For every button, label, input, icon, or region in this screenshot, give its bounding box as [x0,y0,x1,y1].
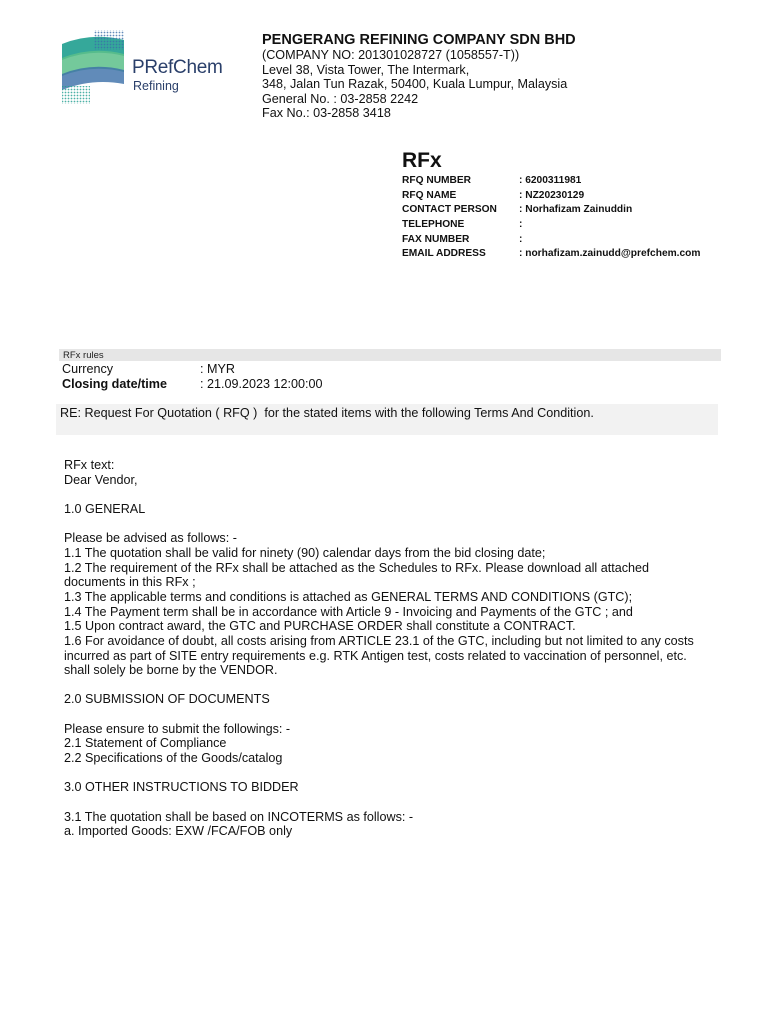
prefchem-logo-icon [58,28,130,106]
rfx-body-text [64,458,734,839]
currency-label: Currency [62,362,114,376]
logo-sub-text: Refining [133,79,179,93]
rfx-field-row [402,233,700,248]
body-line: Please be advised as follows: - [64,531,237,546]
body-line: 1.6 For avoidance of doubt, all costs arising from ARTICLE 23.1 of the GTC, including but not limited to any costs [64,633,694,648]
rfx-field-row [402,203,700,218]
rfx-field-value: : NZ20230129 [519,189,585,201]
rfx-field-row [402,247,700,262]
rfx-field-label: TELEPHONE [402,219,465,231]
body-line [64,766,734,781]
body-line: 2.0 SUBMISSION OF DOCUMENTS [64,692,270,707]
re-text: RE: Request For Quotation ( RFQ ) for the stated items with the following Terms And Condition. [60,406,594,420]
body-line: 1.1 The quotation shall be valid for ninety (90) calendar days from the bid closing date; [64,545,546,560]
currency-row [62,362,235,376]
company-header [262,32,576,121]
body-line: Please ensure to submit the followings: - [64,721,291,736]
company-name: PENGERANG REFINING COMPANY SDN BHD [262,32,576,48]
body-line: 1.5 Upon contract award, the GTC and PURCHASE ORDER shall constitute a CONTRACT. [64,619,576,634]
body-line: shall solely be borne by the VENDOR. [64,663,278,678]
rules-bar [59,349,721,361]
body-line: a. Imported Goods: EXW /FCA/FOB only [64,824,293,839]
currency-value: : MYR [200,362,235,376]
company-line: General No. : 03-2858 2242 [262,91,419,106]
body-line [64,707,734,722]
body-line [64,678,734,693]
rfx-field-value: : norhafizam.zainudd@prefchem.com [519,248,701,260]
rfx-title: RFx [402,149,442,172]
body-line: 1.2 The requirement of the RFx shall be attached as the Schedules to RFx. Please download all attached [64,560,650,575]
rfx-field-label: EMAIL ADDRESS [402,248,486,260]
body-line: 3.1 The quotation shall be based on INCOTERMS as follows: - [64,809,414,824]
body-line: 1.3 The applicable terms and conditions is attached as GENERAL TERMS AND CONDITIONS (GTC); [64,589,633,604]
body-line: 1.0 GENERAL [64,501,146,516]
company-line: (COMPANY NO: 201301028727 (1058557-T)) [262,48,520,62]
closing-value: : 21.09.2023 12:00:00 [200,377,323,391]
rules-label: RFx rules [63,350,104,361]
body-line: incurred as part of SITE entry requirements e.g. RTK Antigen test, costs related to vaccination of personnel, etc. [64,648,687,663]
rfx-fields [402,174,700,262]
rfx-field-label: CONTACT PERSON [402,204,497,216]
body-line: 2.1 Statement of Compliance [64,736,227,751]
rfx-field-row [402,189,700,204]
company-line: Fax No.: 03-2858 3418 [262,106,391,121]
body-line: RFx text: [64,458,115,472]
closing-row [62,377,323,391]
rfx-field-value: : [519,219,523,231]
company-line: Level 38, Vista Tower, The Intermark, [262,62,470,77]
rfx-field-label: RFQ NUMBER [402,175,472,186]
closing-label: Closing date/time [62,377,167,391]
rfx-field-value: : [519,233,523,245]
rfx-field-value: : Norhafizam Zainuddin [519,204,633,216]
logo-brand-text: PRefChem [132,57,223,78]
rfx-field-row [402,218,700,233]
rfx-field-value: : 6200311981 [519,175,582,186]
company-line: 348, Jalan Tun Razak, 50400, Kuala Lumpur, Malaysia [262,77,568,92]
body-line: 2.2 Specifications of the Goods/catalog [64,751,283,766]
rfx-field-row [402,174,700,189]
body-line [64,487,734,502]
body-line: 3.0 OTHER INSTRUCTIONS TO BIDDER [64,780,299,795]
body-line [64,795,734,810]
body-line: documents in this RFx ; [64,575,196,590]
body-line: Dear Vendor, [64,472,138,487]
rfx-field-label: RFQ NAME [402,189,457,201]
body-line [64,517,734,532]
body-line: 1.4 The Payment term shall be in accordance with Article 9 - Invoicing and Payments of the GTC ; and [64,604,633,619]
rfx-field-label: FAX NUMBER [402,233,470,245]
